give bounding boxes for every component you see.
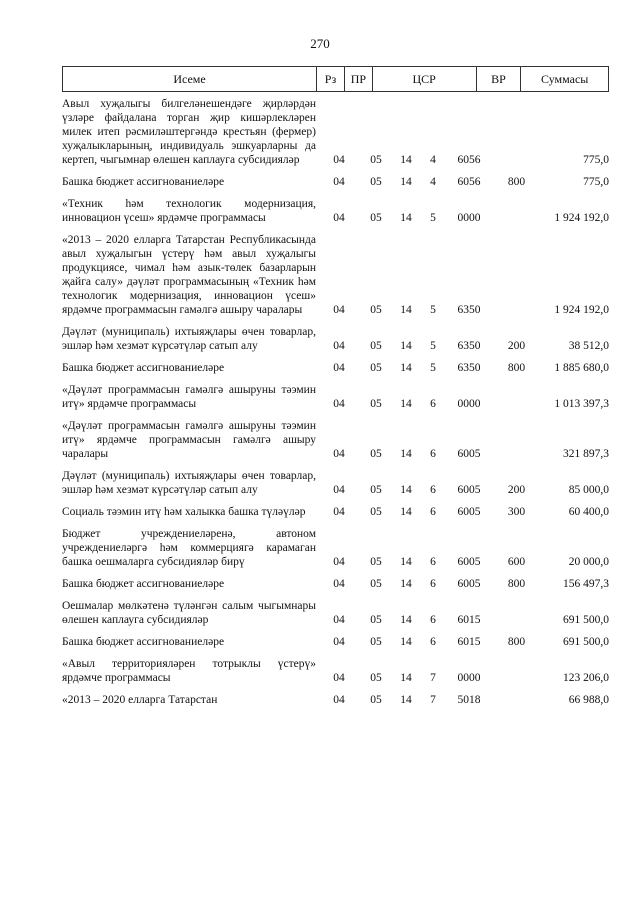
row-sum: 85 000,0 bbox=[568, 484, 609, 496]
row-pr: 05 bbox=[370, 362, 382, 374]
row-rz: 04 bbox=[333, 340, 345, 352]
row-sum: 156 497,3 bbox=[563, 578, 609, 590]
row-name: «Дәүләт программасын гамәлгә ашыруны тәэмин итү» ярдәмче программасын гамәлгә ашыру чаралары bbox=[62, 420, 316, 460]
row-csr-part2: 4 bbox=[430, 154, 436, 166]
row-name: Бюджет учреждениеләренә, автоном учреждениеләргә һәм коммерциягә карамаган башка оешмаларга субсидияләр бирү bbox=[62, 528, 316, 568]
table-row bbox=[62, 97, 609, 167]
row-csr-part2: 7 bbox=[430, 694, 436, 706]
table-row bbox=[62, 635, 609, 649]
row-rz: 04 bbox=[333, 672, 345, 684]
row-vr: 200 bbox=[507, 340, 526, 352]
row-csr-part1: 14 bbox=[400, 614, 412, 626]
row-name: Авыл хуҗалыгы билгеләнешендәге җирләрдән үзләре файдалана торган җир кишәрлекләрен милек итеп рәсмиләштергәндә крестьян (фермер) хуҗалыкларының, индивидуаль эшкуарларны да кертеп, чыгымнар өлешен каплауга субсидияләр bbox=[62, 98, 316, 166]
row-csr-part1: 14 bbox=[400, 506, 412, 518]
row-pr: 05 bbox=[370, 556, 382, 568]
row-rz: 04 bbox=[333, 484, 345, 496]
row-csr-part2: 5 bbox=[430, 212, 436, 224]
table-row bbox=[62, 577, 609, 591]
page-number: 270 bbox=[310, 36, 330, 51]
row-sum: 123 206,0 bbox=[563, 672, 609, 684]
row-name: «Авыл территорияләрен тотрыклы үстерү» ярдәмче программасы bbox=[62, 658, 316, 684]
row-csr-part3: 6005 bbox=[457, 578, 481, 590]
row-rz: 04 bbox=[333, 176, 345, 188]
row-sum: 38 512,0 bbox=[568, 340, 609, 352]
row-sum: 691 500,0 bbox=[563, 614, 609, 626]
row-rz: 04 bbox=[333, 614, 345, 626]
row-csr-part1: 14 bbox=[400, 398, 412, 410]
row-pr: 05 bbox=[370, 672, 382, 684]
row-csr-part1: 14 bbox=[400, 362, 412, 374]
row-csr-part2: 6 bbox=[430, 506, 436, 518]
table-row bbox=[62, 197, 609, 225]
row-rz: 04 bbox=[333, 578, 345, 590]
row-name: Оешмалар мөлкәтенә түләнгән салым чыгымнары өлешен каплауга субсидияләр bbox=[62, 600, 316, 626]
row-csr-part3: 6005 bbox=[457, 506, 481, 518]
row-csr-part1: 14 bbox=[400, 636, 412, 648]
row-csr-part2: 6 bbox=[430, 448, 436, 460]
row-csr-part3: 6005 bbox=[457, 556, 481, 568]
row-csr-part3: 0000 bbox=[457, 672, 481, 684]
row-sum: 20 000,0 bbox=[568, 556, 609, 568]
row-pr: 05 bbox=[370, 484, 382, 496]
row-csr-part1: 14 bbox=[400, 578, 412, 590]
table-header bbox=[62, 66, 609, 92]
table-row bbox=[62, 527, 609, 569]
row-pr: 05 bbox=[370, 304, 382, 316]
row-name: «Техник һәм технологик модернизация, инновацион үсеш» ярдәмче программасы bbox=[62, 198, 316, 224]
row-pr: 05 bbox=[370, 636, 382, 648]
row-csr-part2: 6 bbox=[430, 484, 436, 496]
row-vr: 200 bbox=[507, 484, 526, 496]
table-row bbox=[62, 383, 609, 411]
row-vr: 300 bbox=[507, 506, 526, 518]
row-sum: 321 897,3 bbox=[563, 448, 609, 460]
row-sum: 1 924 192,0 bbox=[554, 212, 609, 224]
header-rz: Рз bbox=[316, 67, 344, 91]
header-vr: ВР bbox=[476, 67, 521, 91]
row-rz: 04 bbox=[333, 506, 345, 518]
row-csr-part3: 6015 bbox=[457, 636, 481, 648]
row-pr: 05 bbox=[370, 398, 382, 410]
row-name: «Дәүләт программасын гамәлгә ашыруны тәэмин итү» ярдәмче программасы bbox=[62, 384, 316, 410]
row-rz: 04 bbox=[333, 448, 345, 460]
row-vr: 800 bbox=[507, 636, 526, 648]
row-csr-part2: 6 bbox=[430, 556, 436, 568]
row-csr-part2: 6 bbox=[430, 614, 436, 626]
row-rz: 04 bbox=[333, 556, 345, 568]
row-csr-part2: 5 bbox=[430, 340, 436, 352]
row-pr: 05 bbox=[370, 154, 382, 166]
row-rz: 04 bbox=[333, 304, 345, 316]
row-csr-part2: 6 bbox=[430, 398, 436, 410]
row-name: Социаль тәэмин итү һәм халыкка башка түләүләр bbox=[62, 506, 306, 518]
row-sum: 66 988,0 bbox=[568, 694, 609, 706]
table-row bbox=[62, 693, 609, 707]
row-csr-part1: 14 bbox=[400, 154, 412, 166]
row-csr-part1: 14 bbox=[400, 448, 412, 460]
header-sum: Суммасы bbox=[520, 67, 608, 91]
row-csr-part3: 6005 bbox=[457, 448, 481, 460]
row-rz: 04 bbox=[333, 154, 345, 166]
header-pr: ПР bbox=[344, 67, 372, 91]
table-row bbox=[62, 361, 609, 375]
table-row bbox=[62, 175, 609, 189]
header-name: Исеме bbox=[173, 71, 206, 86]
table-row bbox=[62, 599, 609, 627]
row-csr-part1: 14 bbox=[400, 556, 412, 568]
row-csr-part3: 6056 bbox=[457, 154, 481, 166]
row-csr-part2: 7 bbox=[430, 672, 436, 684]
row-rz: 04 bbox=[333, 694, 345, 706]
row-csr-part1: 14 bbox=[400, 694, 412, 706]
row-pr: 05 bbox=[370, 340, 382, 352]
row-rz: 04 bbox=[333, 212, 345, 224]
row-vr: 800 bbox=[507, 362, 526, 374]
row-csr-part3: 6056 bbox=[457, 176, 481, 188]
row-sum: 60 400,0 bbox=[568, 506, 609, 518]
row-vr: 800 bbox=[507, 176, 526, 188]
row-pr: 05 bbox=[370, 578, 382, 590]
row-csr-part1: 14 bbox=[400, 304, 412, 316]
row-pr: 05 bbox=[370, 212, 382, 224]
table-row bbox=[62, 419, 609, 461]
row-name: Башка бюджет ассигнованиеләре bbox=[62, 176, 225, 188]
row-name: Башка бюджет ассигнованиеләре bbox=[62, 636, 225, 648]
row-csr-part3: 6350 bbox=[457, 304, 481, 316]
table-body bbox=[62, 97, 609, 715]
table-row bbox=[62, 233, 609, 317]
row-csr-part3: 6350 bbox=[457, 340, 481, 352]
row-rz: 04 bbox=[333, 362, 345, 374]
row-csr-part1: 14 bbox=[400, 672, 412, 684]
table-row bbox=[62, 469, 609, 497]
row-rz: 04 bbox=[333, 636, 345, 648]
row-pr: 05 bbox=[370, 506, 382, 518]
row-csr-part3: 5018 bbox=[457, 694, 481, 706]
row-name: Дәүләт (муниципаль) ихтыяҗлары өчен товарлар, эшләр һәм хезмәт күрсәтүләр сатып алу bbox=[62, 470, 316, 496]
row-rz: 04 bbox=[333, 398, 345, 410]
row-pr: 05 bbox=[370, 448, 382, 460]
row-csr-part3: 0000 bbox=[457, 398, 481, 410]
row-sum: 775,0 bbox=[583, 176, 609, 188]
row-name: Башка бюджет ассигнованиеләре bbox=[62, 578, 225, 590]
row-sum: 775,0 bbox=[583, 154, 609, 166]
row-csr-part2: 6 bbox=[430, 636, 436, 648]
row-csr-part2: 5 bbox=[430, 304, 436, 316]
row-vr: 600 bbox=[507, 556, 526, 568]
row-csr-part1: 14 bbox=[400, 484, 412, 496]
row-csr-part3: 6015 bbox=[457, 614, 481, 626]
row-csr-part2: 4 bbox=[430, 176, 436, 188]
row-sum: 1 013 397,3 bbox=[554, 398, 609, 410]
row-pr: 05 bbox=[370, 614, 382, 626]
row-csr-part2: 5 bbox=[430, 362, 436, 374]
row-csr-part2: 6 bbox=[430, 578, 436, 590]
row-csr-part3: 0000 bbox=[457, 212, 481, 224]
row-name: Башка бюджет ассигнованиеләре bbox=[62, 362, 225, 374]
table-row bbox=[62, 325, 609, 353]
row-pr: 05 bbox=[370, 694, 382, 706]
table-row bbox=[62, 505, 609, 519]
header-csr: ЦСР bbox=[372, 67, 476, 91]
row-csr-part3: 6005 bbox=[457, 484, 481, 496]
row-vr: 800 bbox=[507, 578, 526, 590]
row-name: «2013 – 2020 елларга Татарстан bbox=[62, 694, 218, 706]
row-csr-part3: 6350 bbox=[457, 362, 481, 374]
row-sum: 691 500,0 bbox=[563, 636, 609, 648]
row-sum: 1 885 680,0 bbox=[554, 362, 609, 374]
row-sum: 1 924 192,0 bbox=[554, 304, 609, 316]
table-row bbox=[62, 657, 609, 685]
row-csr-part1: 14 bbox=[400, 340, 412, 352]
row-csr-part1: 14 bbox=[400, 176, 412, 188]
row-csr-part1: 14 bbox=[400, 212, 412, 224]
row-name: Дәүләт (муниципаль) ихтыяҗлары өчен товарлар, эшләр һәм хезмәт күрсәтүләр сатып алу bbox=[62, 326, 316, 352]
row-pr: 05 bbox=[370, 176, 382, 188]
row-name: «2013 – 2020 елларга Татарстан Республикасында авыл хуҗалыгын үстерү һәм авыл хуҗалыгы продукциясе, чимал һәм азык-төлек базарларын җайга салу» дәүләт программасының «Техник һәм технологик модернизация, инновацион үсеш» ярдәмче программасын гамәлгә ашыру чаралары bbox=[62, 234, 316, 316]
